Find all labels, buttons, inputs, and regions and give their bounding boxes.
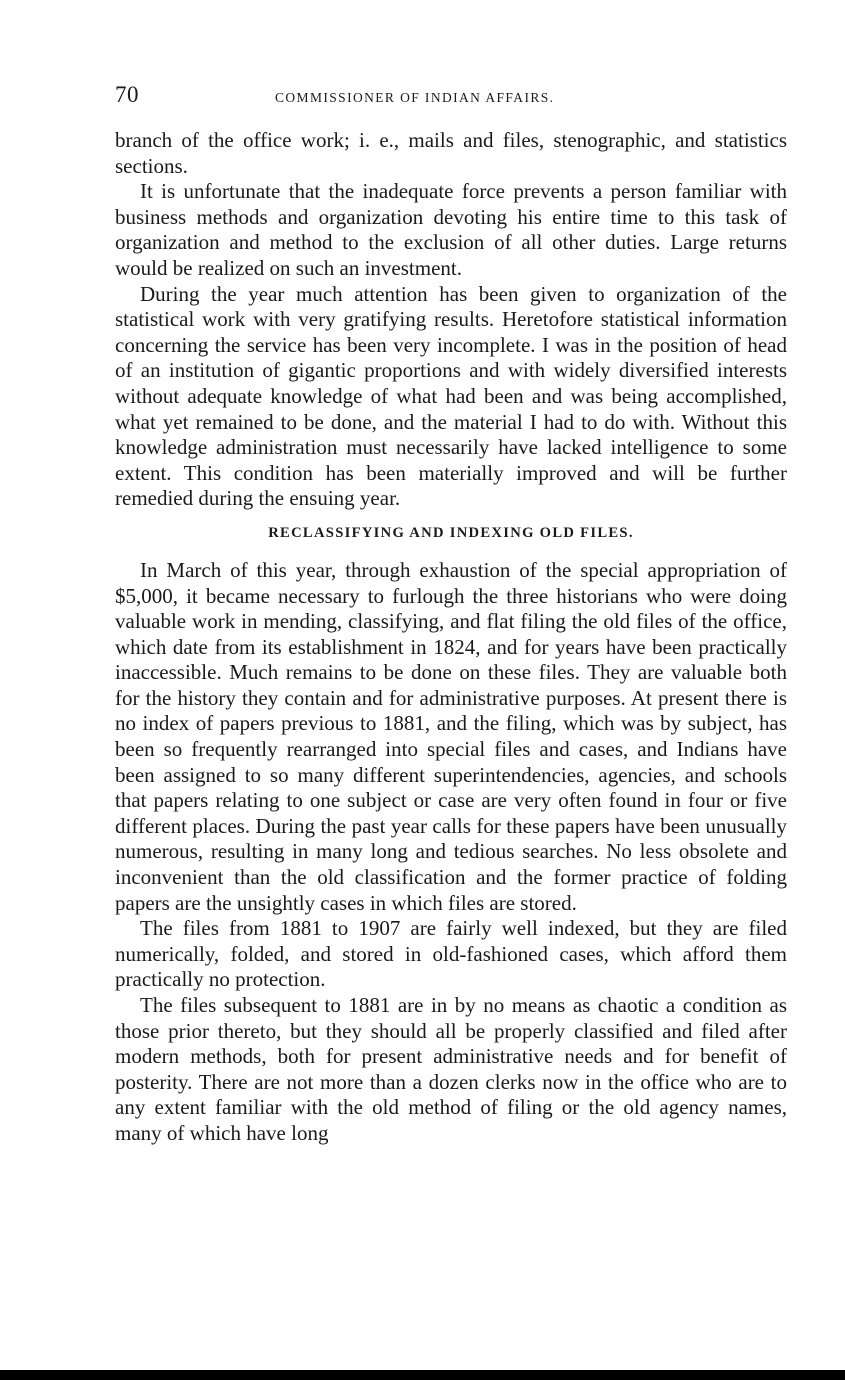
- page-number: 70: [115, 82, 139, 107]
- running-head: COMMISSIONER OF INDIAN AFFAIRS.: [275, 90, 555, 105]
- paragraph: The files subsequent to 1881 are in by no means as chaotic a condition as those prior thereto, but they should all be properly classified and filed after modern methods, both for present administrative needs and for benefit of posterity. There are not more than a dozen clerks now in the office who are to any extent familiar with the old method of filing or the old agency names, many of which have long: [115, 993, 787, 1145]
- paragraph: It is unfortunate that the inadequate force prevents a person familiar with business methods and organization devoting his entire time to this task of organization and method to the exclusion of all other duties. Large returns would be realized on such an investment.: [115, 179, 787, 280]
- section-heading: RECLASSIFYING AND INDEXING OLD FILES.: [268, 524, 634, 541]
- page-header: [115, 82, 787, 112]
- paragraph: During the year much attention has been given to organization of the statistical work with very gratifying results. Heretofore statistical information concerning the service has been very incomplete. I was in the position of head of an institution of gigantic proportions and with widely diversified interests without adequate knowledge of what had been and was being accomplished, what yet remained to be done, and the material I had to do with. Without this knowledge administration must necessarily have lacked intelligence to some extent. This condition has been materially improved and will be further remedied during the ensuing year.: [115, 281, 787, 511]
- paragraph: The files from 1881 to 1907 are fairly well indexed, but they are filed numerically, folded, and stored in old-fashioned cases, which afford them practically no protection.: [115, 916, 787, 992]
- page-body: [115, 128, 787, 1147]
- scan-bottom-edge: [0, 1370, 845, 1380]
- paragraph-continued: branch of the office work; i. e., mails and files, stenographic, and statistics sections.: [115, 128, 787, 178]
- paragraph: In March of this year, through exhaustion of the special appropriation of $5,000, it became necessary to furlough the three historians who were doing valuable work in mending, classifying, and flat filing the old files of the office, which date from its establishment in 1824, and for years have been practically inaccessible. Much remains to be done on these files. They are valuable both for the history they contain and for administrative purposes. At present there is no index of papers previous to 1881, and the filing, which was by subject, has been so frequently rearranged into special files and cases, and Indians have been assigned to so many different superintendencies, agencies, and schools that papers relating to one subject or case are very often found in four or five different places. During the past year calls for these papers have been unusually numerous, resulting in many long and tedious searches. No less obsolete and inconvenient than the old classification and the former practice of folding papers are the unsightly cases in which files are stored.: [115, 557, 787, 915]
